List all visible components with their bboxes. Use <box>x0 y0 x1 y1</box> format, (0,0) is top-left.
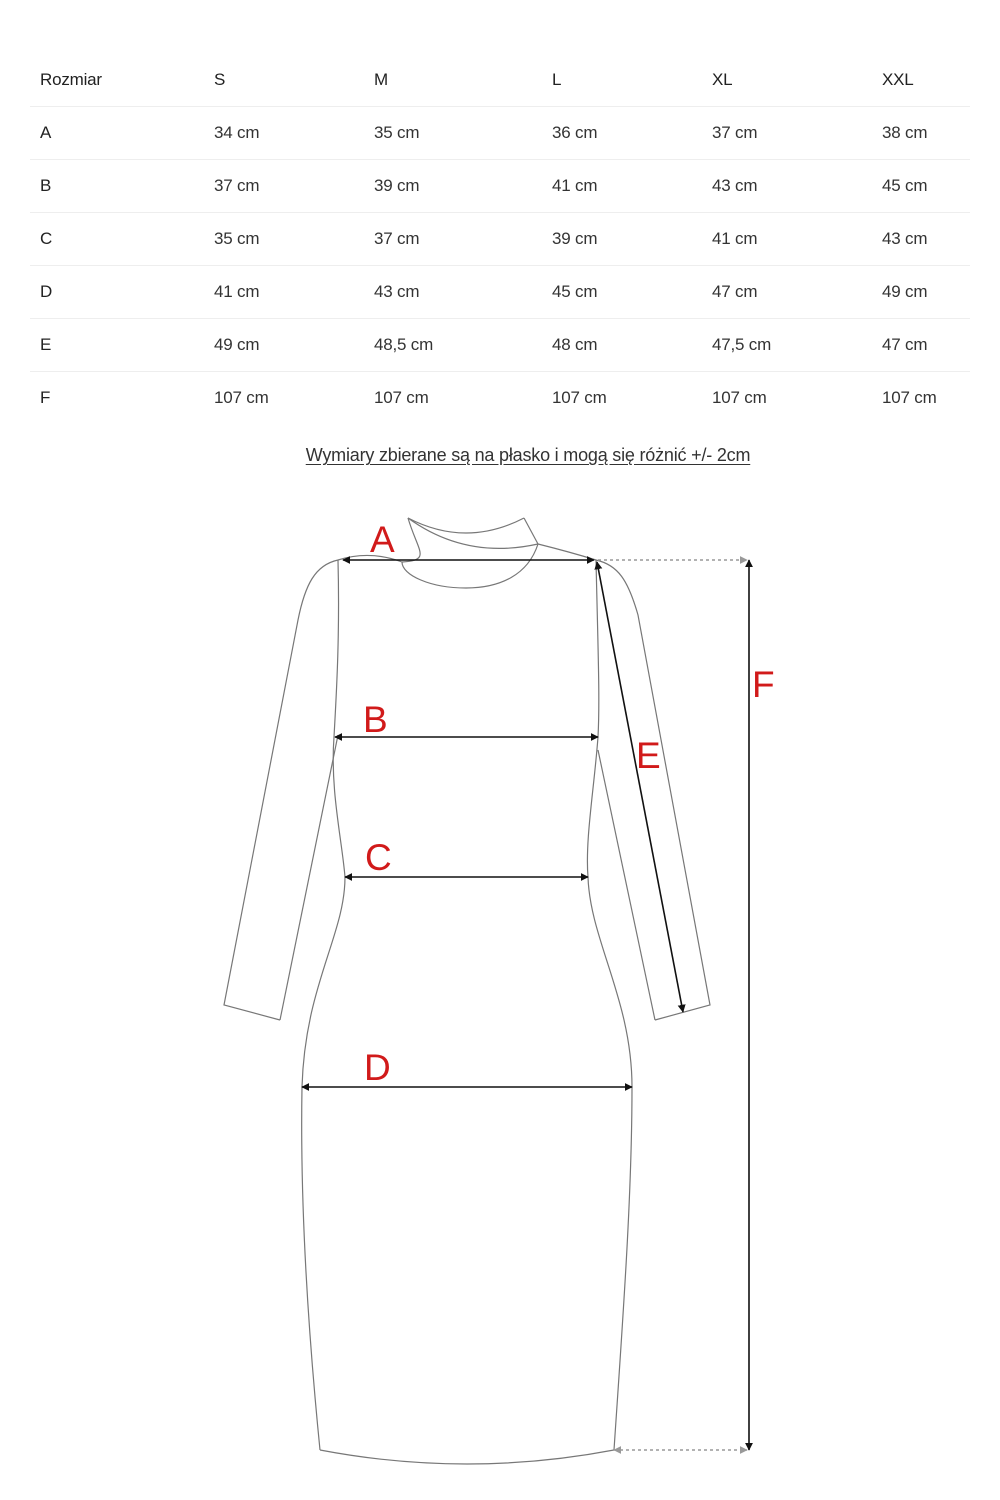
table-cell: 107 cm <box>552 388 607 407</box>
column-header: XL <box>702 54 872 107</box>
table-cell: 36 cm <box>542 107 702 160</box>
row-label: F <box>40 388 51 407</box>
table-cell: 34 cm <box>204 107 364 160</box>
table-cell: 49 cm <box>872 266 970 319</box>
table-cell: 43 cm <box>872 213 970 266</box>
row-label: A <box>30 107 204 160</box>
table-cell: 37 cm <box>204 160 364 213</box>
table-cell: 39 cm <box>364 160 542 213</box>
table-cell: 107 cm <box>374 388 429 407</box>
table-cell: 107 cm <box>712 388 767 407</box>
table-cell: 45 cm <box>542 266 702 319</box>
column-header: XXL <box>872 54 970 107</box>
dress-outline <box>224 518 710 1464</box>
table-cell: 41 cm <box>702 213 872 266</box>
column-header: L <box>542 54 702 107</box>
label-f: F <box>752 664 775 705</box>
table-cell: 47 cm <box>872 319 970 372</box>
label-d: D <box>364 1047 391 1088</box>
label-a: A <box>370 519 395 560</box>
column-header: M <box>364 54 542 107</box>
label-e: E <box>636 735 661 776</box>
table-cell: 49 cm <box>204 319 364 372</box>
table-cell: 43 cm <box>702 160 872 213</box>
table-cell: 35 cm <box>204 213 364 266</box>
table-cell: 37 cm <box>702 107 872 160</box>
row-label: C <box>30 213 204 266</box>
table-cell: 41 cm <box>542 160 702 213</box>
table-cell: 39 cm <box>542 213 702 266</box>
table-cell: 47 cm <box>702 266 872 319</box>
row-label: B <box>30 160 204 213</box>
table-cell: 47,5 cm <box>702 319 872 372</box>
label-b: B <box>363 699 388 740</box>
table-cell: 107 cm <box>214 388 269 407</box>
table-cell: 37 cm <box>364 213 542 266</box>
table-cell: 38 cm <box>872 107 970 160</box>
row-label: E <box>30 319 204 372</box>
table-cell: 107 cm <box>882 388 937 407</box>
measurement-arrows <box>302 560 749 1450</box>
table-cell: 45 cm <box>872 160 970 213</box>
table-cell: 48,5 cm <box>364 319 542 372</box>
column-header: S <box>204 54 364 107</box>
column-header: Rozmiar <box>30 54 204 107</box>
table-cell: 48 cm <box>542 319 702 372</box>
row-label: D <box>30 266 204 319</box>
label-c: C <box>365 837 392 878</box>
table-cell: 41 cm <box>204 266 364 319</box>
table-cell: 35 cm <box>364 107 542 160</box>
measurement-note: Wymiary zbierane są na płasko i mogą się różnić +/- 2cm <box>305 445 751 465</box>
table-cell: 43 cm <box>364 266 542 319</box>
